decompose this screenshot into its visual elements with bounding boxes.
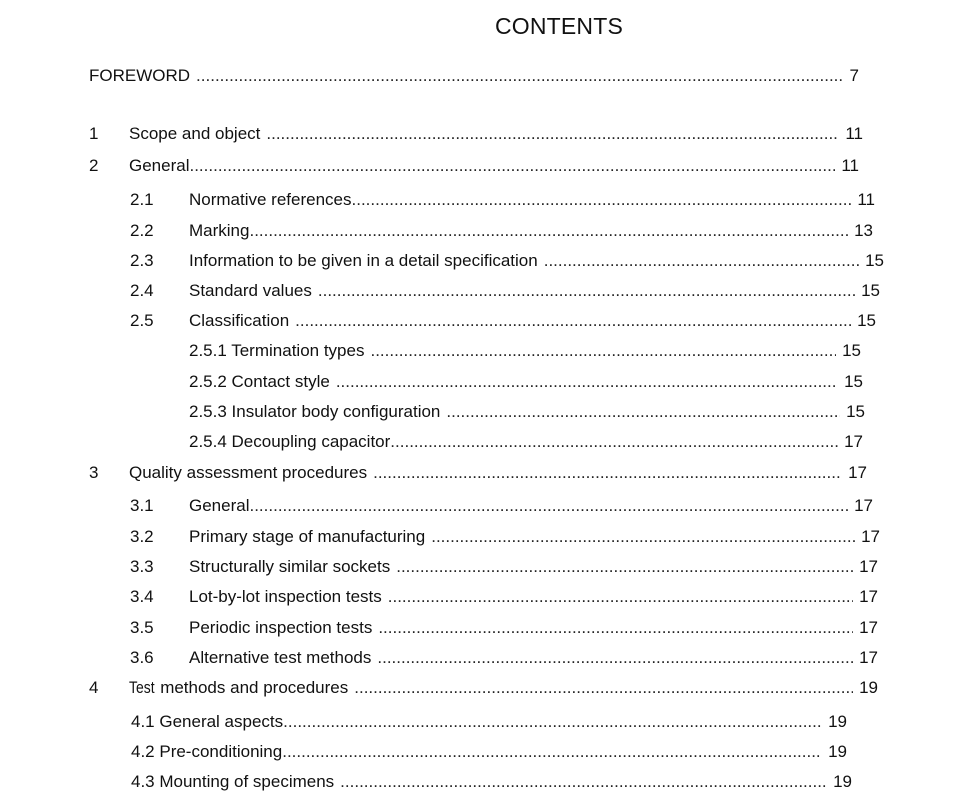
dot-leader — [390, 431, 838, 453]
toc-label: 4.3 Mounting of specimens — [131, 772, 335, 791]
dot-leader — [370, 340, 836, 362]
toc-number: 3.4 — [130, 587, 154, 606]
toc-page-number: 13 — [854, 221, 873, 240]
toc-page-number: 19 — [828, 712, 847, 731]
toc-label: Periodic inspection tests — [189, 618, 373, 637]
toc-number: 3.5 — [130, 618, 154, 637]
toc-page-number: 11 — [845, 124, 863, 143]
toc-page-number: 17 — [859, 587, 878, 606]
toc-number: 3.3 — [130, 557, 154, 576]
toc-entry-2-3[interactable] — [130, 250, 884, 272]
toc-label: Classification — [189, 311, 290, 330]
toc-entry-3-5[interactable] — [130, 617, 878, 639]
toc-entry-2-5[interactable] — [130, 310, 876, 332]
toc-entry-2[interactable] — [89, 155, 859, 177]
toc-page-number: 19 — [833, 772, 852, 791]
toc-label: Primary stage of manufacturing — [189, 527, 426, 546]
toc-label: 2.5.4 Decoupling capacitor — [189, 432, 391, 451]
toc-page-number: 7 — [849, 66, 859, 85]
toc-entry-3[interactable] — [89, 462, 867, 484]
dot-leader — [377, 647, 853, 669]
toc-page-number: 15 — [861, 281, 880, 300]
toc-entry-3-6[interactable] — [130, 647, 878, 669]
toc-number: 2.2 — [130, 221, 154, 240]
toc-entry-1[interactable] — [89, 123, 863, 145]
toc-number: 2.4 — [130, 281, 154, 300]
toc-page-number: 15 — [846, 402, 865, 421]
toc-entry-4-2[interactable] — [131, 741, 847, 763]
toc-entry-3-4[interactable] — [130, 586, 878, 608]
toc-label: Information to be given in a detail specification — [189, 251, 538, 270]
toc-page-number: 11 — [841, 156, 859, 175]
dot-leader — [352, 189, 852, 211]
dot-leader — [544, 250, 859, 272]
toc-label: Lot-by-lot inspection tests — [189, 587, 382, 606]
toc-entry-2-1[interactable] — [130, 189, 875, 211]
toc-page-number: 17 — [861, 527, 880, 546]
toc-number: 3.1 — [130, 496, 154, 515]
toc-page-number: 15 — [865, 251, 884, 270]
toc-label: Standard values — [189, 281, 312, 300]
toc-entry-3-1[interactable] — [130, 495, 873, 517]
toc-label: 4.1 General aspects — [131, 712, 284, 731]
toc-page-number: 15 — [857, 311, 876, 330]
toc-number: 2.3 — [130, 251, 154, 270]
toc-label: 4.2 Pre-conditioning — [131, 742, 283, 761]
dot-leader — [396, 556, 853, 578]
toc-label: Structurally similar sockets — [189, 557, 391, 576]
dot-leader — [340, 771, 827, 793]
toc-entry-2-4[interactable] — [130, 280, 880, 302]
toc-label: FOREWORD — [89, 66, 191, 85]
dot-leader — [446, 401, 840, 423]
dot-leader — [189, 155, 835, 177]
dot-leader — [373, 462, 842, 484]
toc-entry-4[interactable] — [89, 677, 878, 699]
toc-number: 3 — [89, 463, 99, 482]
toc-page-number: 11 — [857, 190, 875, 209]
toc-number: 2.5 — [130, 311, 154, 330]
toc-page-number: 17 — [859, 618, 878, 637]
dot-leader — [378, 617, 853, 639]
dot-leader — [249, 495, 848, 517]
toc-label: General — [189, 496, 250, 515]
toc-number: 2 — [89, 156, 99, 175]
toc-number: 2.1 — [130, 190, 154, 209]
toc-label: 2.5.2 Contact style — [189, 372, 330, 391]
toc-entry-4-1[interactable] — [131, 711, 847, 733]
toc-entry-3-2[interactable] — [130, 526, 880, 548]
toc-page-number: 17 — [854, 496, 873, 515]
toc-label: 2.5.1 Termination types — [189, 341, 365, 360]
toc-label: methods and procedures — [160, 678, 349, 697]
toc-label-first-word: Test — [129, 678, 155, 697]
toc-number: 3.6 — [130, 648, 154, 667]
dot-leader — [266, 123, 839, 145]
toc-label: Scope and object — [129, 124, 261, 143]
dot-leader — [388, 586, 853, 608]
dot-leader — [282, 741, 822, 763]
toc-entry-2-2[interactable] — [130, 220, 873, 242]
toc-entry-2-5-2[interactable] — [189, 371, 863, 393]
toc-page-number: 19 — [859, 678, 878, 697]
toc-label: General — [129, 156, 190, 175]
toc-entry-foreword[interactable] — [89, 65, 859, 87]
dot-leader — [354, 677, 853, 699]
toc-label: 2.5.3 Insulator body configuration — [189, 402, 441, 421]
toc-label: Normative references — [189, 190, 352, 209]
toc-entry-3-3[interactable] — [130, 556, 878, 578]
toc-label: Alternative test methods — [189, 648, 372, 667]
dot-leader — [431, 526, 855, 548]
toc-page-number: 17 — [844, 432, 863, 451]
toc-entry-2-5-3[interactable] — [189, 401, 865, 423]
toc-page-number: 19 — [828, 742, 847, 761]
toc-entry-2-5-1[interactable] — [189, 340, 861, 362]
toc-number: 1 — [89, 124, 99, 143]
toc-page-number: 17 — [859, 557, 878, 576]
toc-number: 3.2 — [130, 527, 154, 546]
toc-page-number: 15 — [842, 341, 861, 360]
dot-leader — [196, 65, 843, 87]
dot-leader — [283, 711, 822, 733]
toc-number: 4 — [89, 678, 99, 697]
toc-label: Quality assessment procedures — [129, 463, 368, 482]
dot-leader — [318, 280, 855, 302]
toc-entry-4-3[interactable] — [131, 771, 852, 793]
toc-page-number: 17 — [848, 463, 867, 482]
dot-leader — [249, 220, 848, 242]
dot-leader — [336, 371, 838, 393]
toc-entry-2-5-4[interactable] — [189, 431, 863, 453]
toc-label: Marking — [189, 221, 250, 240]
toc-page-number: 15 — [844, 372, 863, 391]
contents-heading: CONTENTS — [494, 13, 624, 39]
dot-leader — [295, 310, 851, 332]
toc-page-number: 17 — [859, 648, 878, 667]
